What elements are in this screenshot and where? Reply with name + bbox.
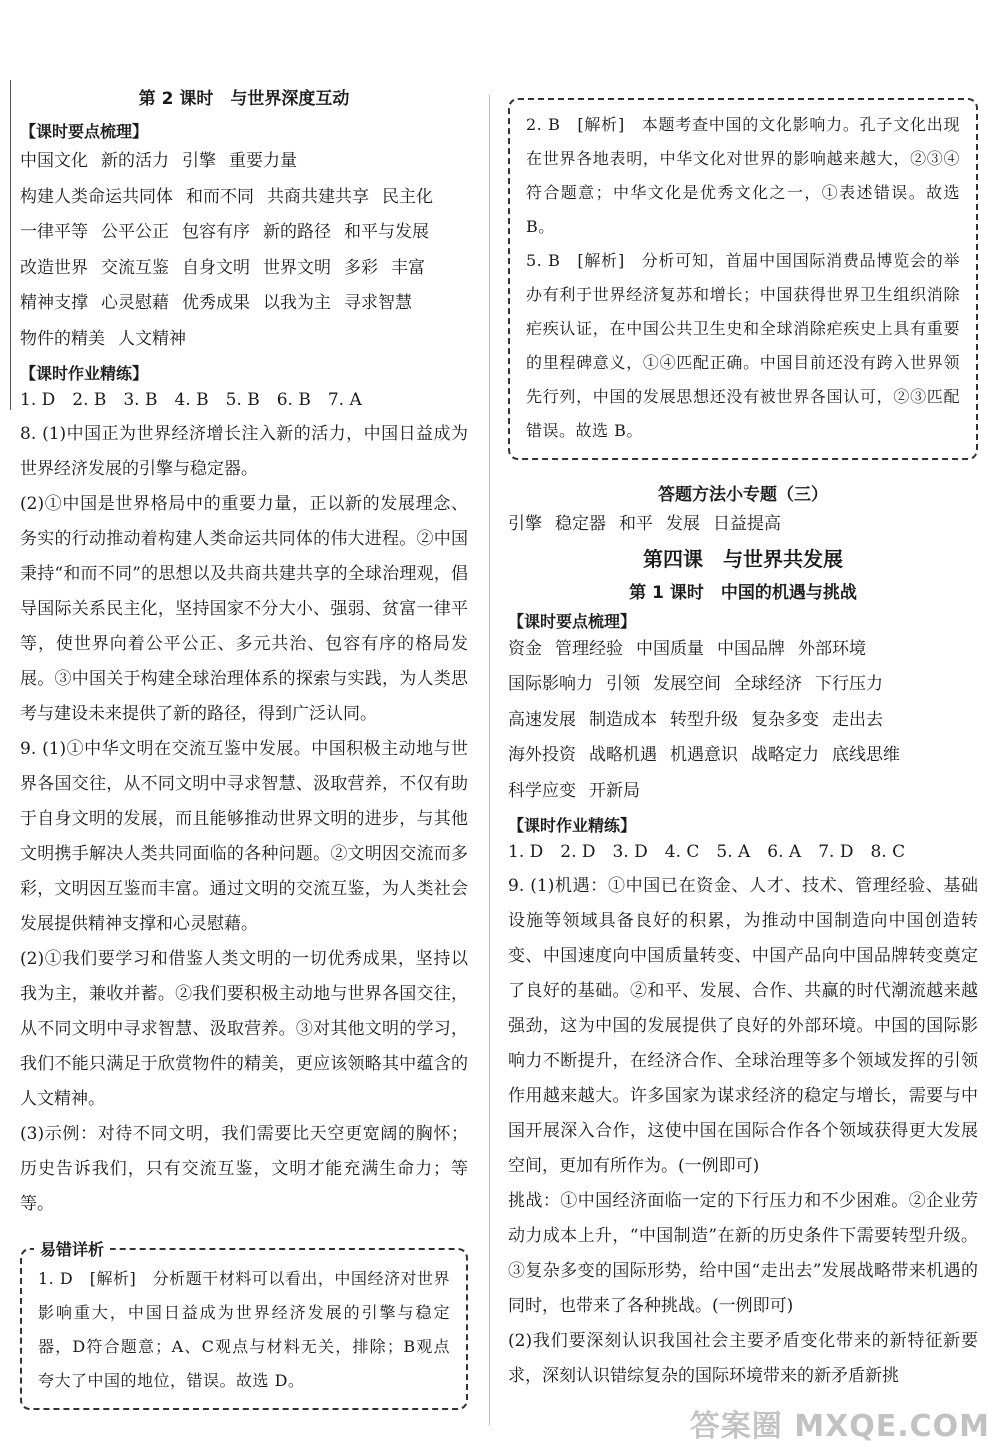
keyword: 转型升级 — [670, 709, 738, 730]
keyword: 制造成本 — [589, 709, 657, 730]
keyword: 资金 — [508, 638, 542, 659]
keyword: 中国质量 — [636, 638, 704, 659]
keyword-row — [20, 251, 468, 287]
keyword: 引擎 — [508, 514, 542, 534]
keyword: 重要力量 — [229, 151, 297, 171]
keyword: 以我为主 — [263, 293, 331, 313]
topic-title: 答题方法小专题（三） — [658, 485, 828, 505]
left-margin-rule — [10, 80, 11, 410]
keyword: 包容有序 — [182, 222, 250, 242]
section-heading-exercises: 【课时作业精练】 — [20, 364, 149, 383]
keyword: 和而不同 — [186, 186, 254, 207]
keyword: 走出去 — [832, 709, 883, 730]
keyword: 机遇意识 — [670, 745, 738, 765]
keyword: 底线思维 — [832, 745, 900, 765]
keyword: 全球经济 — [734, 674, 802, 694]
keyword: 民主化 — [382, 186, 433, 207]
watermark: 答案圈 MXQE.COM — [689, 1409, 990, 1444]
section-heading-exercises: 【课时作业精练】 — [508, 816, 637, 835]
lesson-title: 第 2 课时 与世界深度互动 — [138, 89, 350, 109]
keyword: 交流互鉴 — [101, 257, 169, 278]
keyword: 构建人类命运共同体 — [20, 186, 173, 207]
keyword: 日益提高 — [713, 514, 781, 534]
keyword: 中国品牌 — [717, 638, 785, 659]
topic-keyword-row — [508, 507, 978, 543]
keyword: 中国文化 — [20, 151, 88, 171]
lesson-four-title: 第四课 与世界共发展 — [643, 546, 843, 571]
keyword: 寻求智慧 — [344, 293, 412, 313]
keyword: 共商共建共享 — [267, 186, 369, 207]
keyword: 引领 — [606, 674, 640, 694]
answer-paragraph: (3)示例：对待不同文明，我们需要比天空更宽阔的胸怀；历史告诉我们，只有交流互鉴，文明才能充满生命力；等等。 — [20, 1124, 468, 1214]
answer-paragraph: 9. (1)机遇：①中国已在资金、人才、技术、管理经验、基础设施等领域具备良好的积累，为推动中国制造向中国创造转变、中国速度向中国质量转变、中国产品向中国品牌转变奠定了良好的基础。②和平、发展、合作、共赢的时代潮流越来越强劲，这为中国的发展提供了良好的外部环境。中国的国际影响力不断提升，在经济合作、全球治理等多个领域发挥的引领作用越来越大。许多国家为谋求经济的稳定与增长，需要与中国开展深入合作，这使中国在国际合作各个领域获得更大发展空间，更加有所作为。(一例即可) — [508, 876, 978, 1176]
answer-paragraph: 9. (1)①中华文明在交流互鉴中发展。中国积极主动地与世界各国交往，从不同文明中寻求智慧、汲取营养，不仅有助于自身文明的发展，而且能够推动世界文明的进步，与其他文明携手解决人类共同面临的各种问题。②文明因交流而多彩，文明因互鉴而丰富。通过文明的交流互鉴，为人类社会发展提供精神支撑和心灵慰藉。 — [20, 739, 468, 934]
answer-paragraph: 8. (1)中国正为世界经济增长注入新的活力，中国日益成为世界经济发展的引擎与稳定器。 — [20, 424, 468, 479]
answer-paragraph: (2)我们要深刻认识我国社会主要矛盾变化带来的新特征新要求，深刻认识错综复杂的国际环境带来的新矛盾新挑 — [508, 1331, 978, 1386]
keyword: 外部环境 — [798, 638, 866, 659]
keyword-row — [20, 144, 468, 180]
keyword: 发展 — [666, 514, 700, 534]
answer-paragraph: (2)①中国是世界格局中的重要力量，正以新的发展理念、务实的行动推动着构建人类命运共同体的伟大进程。②中国秉持“和而不同”的思想以及共商共建共享的全球治理观，倡导国际关系民主化，坚持国家不分大小、强弱、贫富一律平等，使世界向着公平公正、多元共治、包容有序的格局发展。③中国关于构建全球治理体系的探索与实践，为人类思考与建设未来提供了新的路径，得到广泛认同。 — [20, 494, 468, 724]
keyword-row — [20, 180, 468, 216]
keyword: 发展空间 — [653, 674, 721, 694]
left-column — [20, 0, 468, 1410]
keyword: 人文精神 — [118, 328, 186, 349]
keyword-row — [508, 774, 978, 810]
keyword: 科学应变 — [508, 780, 576, 801]
answer-paragraph: (2)①我们要学习和借鉴人类文明的一切优秀成果，坚持以我为主，兼收并蓄。②我们要积极主动地与世界各国交往，从不同文明中寻求智慧、汲取营养。③对其他文明的学习，我们不能只满足于欣赏物件的精美，更应该领略其中蕴含的人文精神。 — [20, 949, 468, 1109]
keyword: 引擎 — [182, 151, 216, 171]
section-heading-key-points: 【课时要点梳理】 — [20, 122, 149, 141]
keyword: 战略机遇 — [589, 745, 657, 765]
analysis-box — [508, 98, 978, 460]
keyword: 和平 — [619, 514, 653, 534]
keyword: 复杂多变 — [751, 709, 819, 730]
keyword-list — [20, 144, 468, 357]
keyword-row — [508, 632, 978, 668]
lesson-four-subtitle: 第 1 课时 中国的机遇与挑战 — [629, 582, 857, 603]
section-heading-key-points: 【课时要点梳理】 — [508, 611, 637, 631]
keyword: 战略定力 — [751, 745, 819, 765]
keyword: 物件的精美 — [20, 328, 105, 349]
keyword: 海外投资 — [508, 745, 576, 765]
keyword: 开新局 — [589, 780, 640, 801]
keyword: 多彩 — [344, 257, 378, 278]
box-paragraph: 1. D [解析] 分析题干材料可以看出，中国经济对世界影响重大，中国日益成为世界经济发展的引擎与稳定器，D符合题意；A、C观点与材料无关，排除；B观点夸大了中国的地位，错误。故选 D。 — [38, 1269, 450, 1390]
keyword-row — [508, 738, 978, 774]
keyword-row — [20, 286, 468, 322]
keyword-list — [508, 632, 978, 810]
keyword: 心灵慰藉 — [101, 293, 169, 313]
keyword: 丰富 — [391, 257, 425, 278]
right-column — [508, 0, 978, 1394]
keyword-row — [20, 322, 468, 358]
keyword: 公平公正 — [101, 222, 169, 242]
keyword-row — [20, 215, 468, 251]
box-paragraph: 2. B [解析] 本题考查中国的文化影响力。孔子文化出现在世界各地表明，中华文化对世界的影响越来越大，②③④符合题意；中华文化是优秀文化之一，①表述错误。故选 B。 — [526, 115, 960, 236]
answer-key: 1. D 2. B 3. B 4. B 5. B 6. B 7. A — [20, 390, 362, 410]
keyword: 自身文明 — [182, 257, 250, 278]
answer-key: 1. D 2. D 3. D 4. C 5. A 6. A 7. D 8. C — [508, 842, 906, 862]
error-analysis-box — [20, 1240, 468, 1410]
box-paragraph: 5. B [解析] 分析可知，首届中国国际消费品博览会的举办有利于世界经济复苏和增长；中国获得世界卫生组织消除疟疾认证，在中国公共卫生史和全球消除疟疾史上具有重要的里程碑意义，①④匹配正确。中国目前还没有跨入世界领先行列，中国的发展思想还没有被世界各国认可，②③匹配错误。故选 B。 — [526, 251, 960, 440]
keyword: 世界文明 — [263, 257, 331, 278]
box-label: 易错详析 — [34, 1237, 110, 1260]
keyword: 稳定器 — [555, 514, 606, 534]
keyword: 下行压力 — [815, 674, 883, 694]
keyword: 新的活力 — [101, 151, 169, 171]
keyword: 优秀成果 — [182, 293, 250, 313]
keyword: 精神支撑 — [20, 293, 88, 313]
answer-paragraph: 挑战：①中国经济面临一定的下行压力和不少困难。②企业劳动力成本上升，“中国制造”在新的历史条件下需要转型升级。③复杂多变的国际形势，给中国“走出去”发展战略带来机遇的同时，也带来了各种挑战。(一例即可) — [508, 1191, 978, 1316]
keyword-row — [508, 667, 978, 703]
keyword: 管理经验 — [555, 638, 623, 659]
keyword-row — [508, 703, 978, 739]
keyword: 新的路径 — [263, 222, 331, 242]
keyword: 国际影响力 — [508, 674, 593, 694]
keyword: 一律平等 — [20, 222, 88, 242]
keyword: 高速发展 — [508, 709, 576, 730]
keyword: 和平与发展 — [344, 222, 429, 242]
column-divider — [489, 95, 490, 1425]
keyword: 改造世界 — [20, 257, 88, 278]
